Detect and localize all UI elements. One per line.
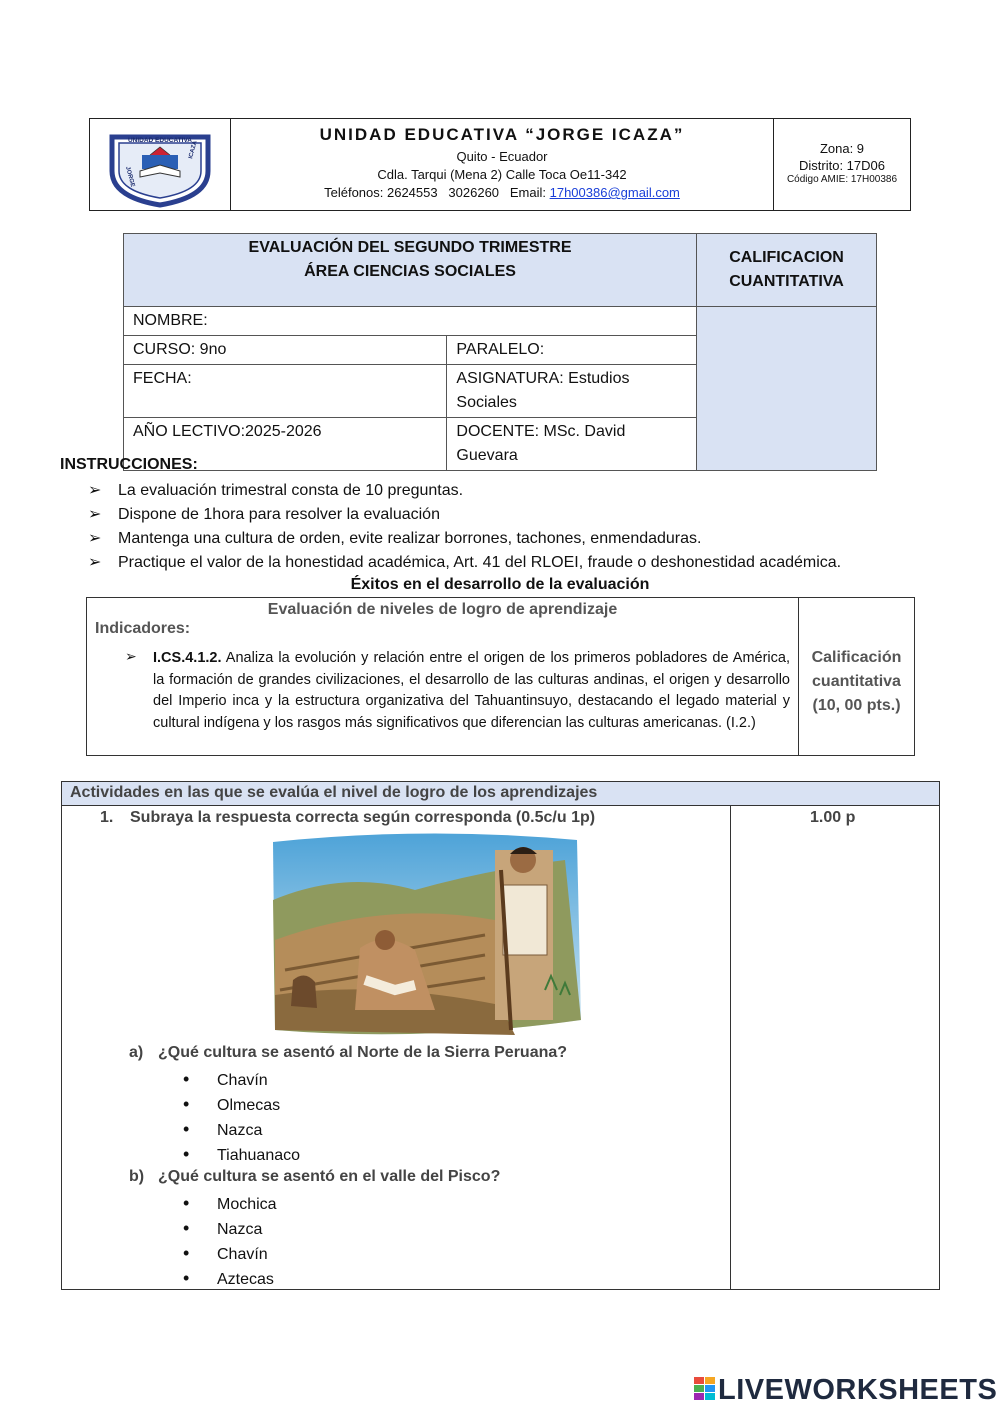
- arrow-bullet-icon: ➢: [125, 648, 137, 664]
- indicator-code: I.CS.4.1.2.: [153, 650, 222, 666]
- logo-text-left: JORGE: [124, 165, 136, 188]
- school-name: UNIDAD EDUCATIVA “JORGE ICAZA”: [319, 125, 685, 144]
- option-item[interactable]: • Olmecas: [183, 1094, 281, 1114]
- liveworksheets-watermark: [694, 1374, 997, 1407]
- question-1-number: 1.: [100, 809, 114, 826]
- bullet-icon: •: [183, 1268, 190, 1288]
- instructions-title: INSTRUCCIONES:: [60, 456, 198, 473]
- school-contact: [231, 184, 773, 202]
- indicators-box: [86, 597, 915, 756]
- fecha-field[interactable]: FECHA:: [124, 365, 447, 418]
- indicator-score: Calificación cuantitativa (10, 00 pts.): [811, 649, 902, 714]
- anio-lectivo-field: AÑO LECTIVO:2025-2026: [124, 418, 447, 471]
- logo-text-right: ICAZA: [188, 140, 199, 160]
- logo-text-top: UNIDAD EDUCATIVA: [127, 137, 193, 144]
- instruction-item: ➢ La evaluación trimestral consta de 10 preguntas.: [88, 482, 464, 499]
- nombre-field[interactable]: NOMBRE:: [124, 307, 697, 336]
- zona: Zona: 9: [819, 141, 865, 156]
- evaluation-title-cell: [124, 234, 697, 307]
- calificacion-box[interactable]: [697, 307, 877, 471]
- calificacion-header: CALIFICACION CUANTITATIVA: [697, 234, 877, 307]
- evaluation-info-table: [123, 233, 877, 471]
- option-item[interactable]: • Tiahuanaco: [183, 1144, 301, 1164]
- curso-field: CURSO: 9no: [124, 336, 447, 365]
- option-item[interactable]: • Nazca: [183, 1119, 263, 1139]
- paralelo-field[interactable]: PARALELO:: [447, 336, 697, 365]
- evaluation-title-1: EVALUACIÓN DEL SEGUNDO TRIMESTRE: [248, 239, 572, 256]
- docente-field: DOCENTE: MSc. David Guevara: [447, 418, 697, 471]
- bullet-icon: •: [183, 1218, 190, 1238]
- question-1-points: 1.00 p: [810, 809, 856, 826]
- bullet-icon: •: [183, 1069, 190, 1089]
- subquestion-a-letter: a): [129, 1044, 144, 1061]
- indicators-left: [87, 598, 799, 755]
- arrow-bullet-icon: ➢: [88, 554, 102, 571]
- evaluation-title-2: ÁREA CIENCIAS SOCIALES: [304, 263, 516, 280]
- indicator-description: [153, 648, 790, 734]
- distrito: Distrito: 17D06: [799, 158, 885, 173]
- school-address: Cdla. Tarqui (Mena 2) Calle Toca Oe11-342: [377, 167, 627, 182]
- subquestion-b-text: ¿Qué cultura se asentó en el valle del Pisco?: [158, 1168, 501, 1185]
- school-email-link[interactable]: 17h00386@gmail.com: [549, 185, 680, 200]
- school-phones: Teléfonos: 2624553 3026260 Email:: [324, 185, 550, 200]
- bullet-icon: •: [183, 1243, 190, 1263]
- codigo-amie: Código AMIE: 17H00386: [786, 174, 898, 185]
- bullet-icon: •: [183, 1094, 190, 1114]
- school-codes: [774, 119, 910, 210]
- bullet-icon: •: [183, 1119, 190, 1139]
- andean-farming-illustration: [265, 830, 585, 1040]
- school-logo-cell: [90, 119, 231, 210]
- instruction-item: ➢ Practique el valor de la honestidad académica, Art. 41 del RLOEI, fraude o deshonestidad académica.: [88, 554, 842, 571]
- indicator-text: Analiza la evolución y relación entre el origen de los primeros pobladores de América, la formación de grandes civilizaciones, el desarrollo de las culturas andinas, el origen y desarrollo del Imperio inca y la estructura organizativa del Tahuantinsuyo, destacando el legado material y cultural indígena y los rasgos más significativos que diferencian las culturas americanas. (I.2.): [153, 650, 790, 731]
- arrow-bullet-icon: ➢: [88, 506, 102, 523]
- option-item[interactable]: • Chavín: [183, 1069, 268, 1089]
- school-header: [89, 118, 911, 211]
- instruction-item: ➢ Dispone de 1hora para resolver la evaluación: [88, 506, 440, 523]
- school-info: [231, 119, 774, 210]
- arrow-bullet-icon: ➢: [88, 482, 102, 499]
- option-item[interactable]: • Mochica: [183, 1193, 277, 1213]
- asignatura-field: ASIGNATURA: Estudios Sociales: [447, 365, 697, 418]
- closing-message: Éxitos en el desarrollo de la evaluación: [350, 576, 650, 593]
- option-item[interactable]: • Aztecas: [183, 1268, 274, 1288]
- option-item[interactable]: • Chavín: [183, 1243, 268, 1263]
- option-item[interactable]: • Nazca: [183, 1218, 263, 1238]
- indicators-heading: Evaluación de niveles de logro de aprendizaje: [267, 601, 618, 618]
- column-divider: [730, 806, 731, 1289]
- watermark-text: LIVEWORKSHEETS: [718, 1374, 998, 1406]
- indicators-label: Indicadores:: [95, 620, 191, 637]
- school-city: Quito - Ecuador: [456, 149, 548, 164]
- arrow-bullet-icon: ➢: [88, 530, 102, 547]
- bullet-icon: •: [183, 1144, 190, 1164]
- subquestion-b-letter: b): [129, 1168, 145, 1185]
- subquestion-a-text: ¿Qué cultura se asentó al Norte de la Sierra Peruana?: [158, 1044, 568, 1061]
- school-logo: [90, 119, 231, 210]
- liveworksheets-logo-icon: [694, 1376, 716, 1402]
- question-1-text: Subraya la respuesta correcta según corresponda (0.5c/u 1p): [130, 809, 596, 826]
- activities-heading: Actividades en las que se evalúa el nivel de logro de los aprendizajes: [62, 782, 939, 806]
- bullet-icon: •: [183, 1193, 190, 1213]
- instruction-item: ➢ Mantenga una cultura de orden, evite realizar borrones, tachones, enmendaduras.: [88, 530, 702, 547]
